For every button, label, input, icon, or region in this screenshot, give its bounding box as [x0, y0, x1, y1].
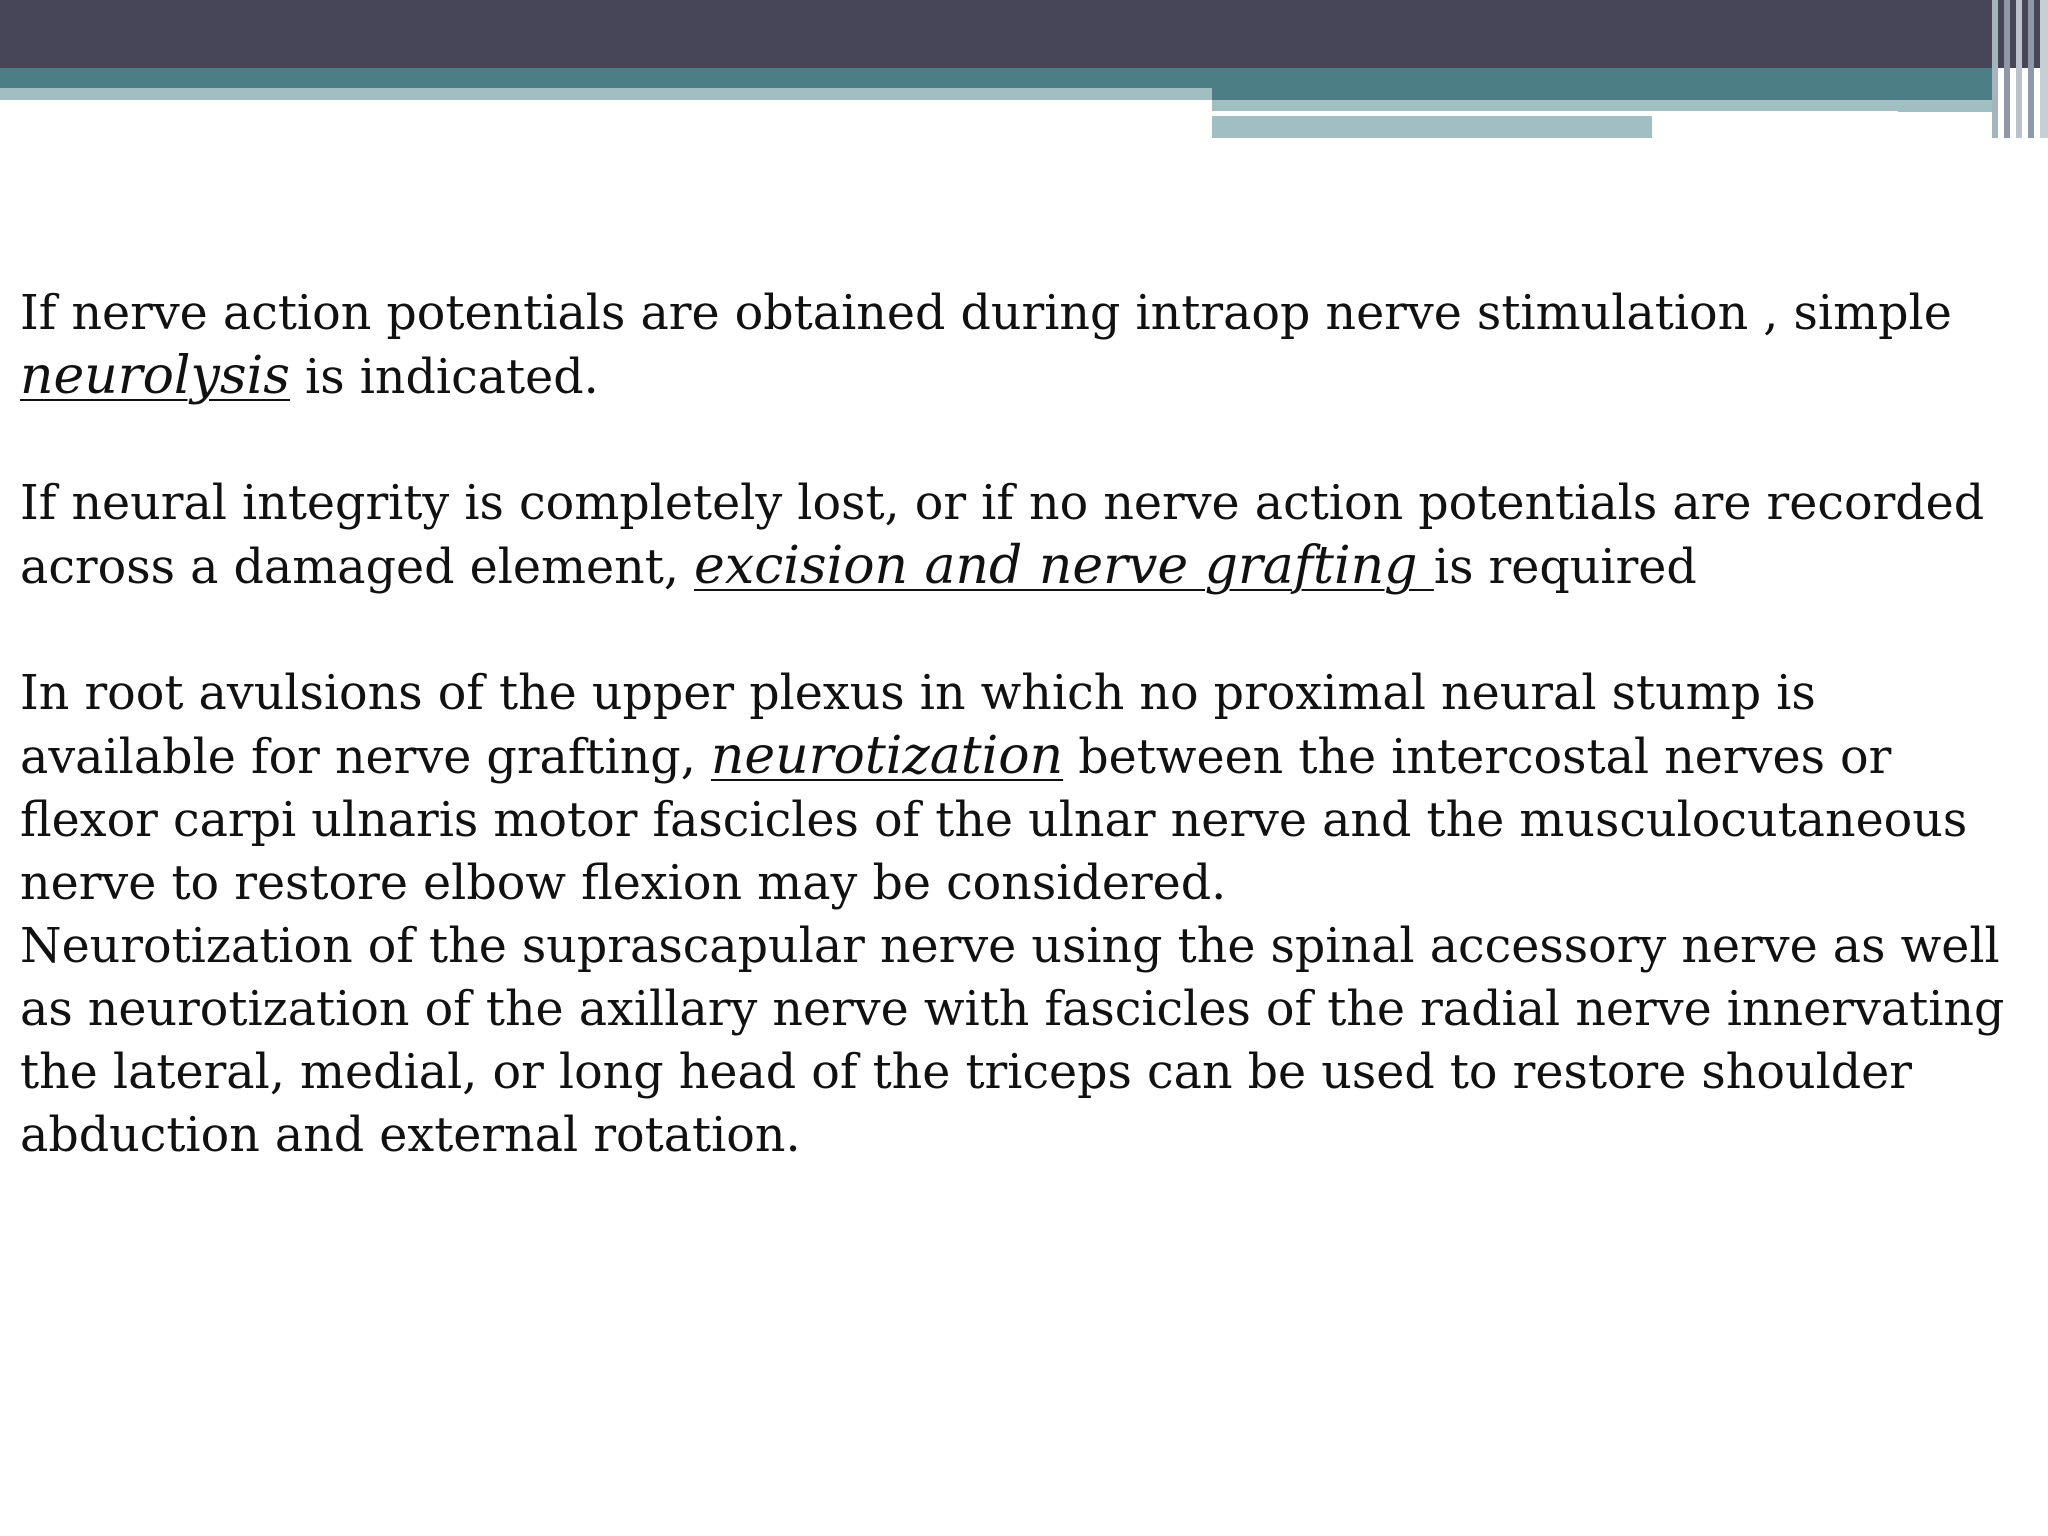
banner-edge-stripe	[2004, 0, 2010, 138]
slide-body	[20, 282, 2030, 1167]
paragraph-text: is required	[1433, 540, 1697, 595]
banner-light-tab	[1212, 116, 1652, 138]
paragraph-text: In root avulsions of the upper plexus in which no proximal neural stump is available for nerve grafting,	[20, 666, 1816, 785]
banner-light-band	[0, 88, 1212, 100]
header-banner	[0, 0, 2048, 140]
paragraph-text: is indicated.	[289, 350, 599, 405]
banner-teal-band	[0, 68, 1212, 88]
paragraph-text: If nerve action potentials are obtained during intraop nerve stimulation , simple	[20, 286, 1952, 341]
banner-dark-band	[0, 0, 2048, 68]
paragraph-neurotization	[20, 662, 2030, 915]
term-neurolysis: neurolysis	[20, 346, 290, 406]
paragraph-shoulder: Neurotization of the suprascapular nerve using the spinal accessory nerve as well as neurotization of the axillary nerve with fascicles of the radial nerve innervating the lateral, medial, or long head of the triceps can be used to restore shoulder abduction and external rotation.	[20, 919, 2005, 1163]
paragraph-spacer	[20, 599, 2030, 662]
banner-edge-stripe	[2028, 0, 2034, 138]
paragraph-grafting	[20, 472, 2030, 599]
paragraph-neurolysis	[20, 282, 2030, 409]
paragraph-spacer	[20, 409, 2030, 472]
paragraph-text: If neural integrity is completely lost, or if no nerve action potentials are recorded across a damaged element,	[20, 476, 1985, 595]
paragraph-text: between the intercostal nerves or flexor carpi ulnaris motor fascicles of the ulnar nerve and the musculocutaneous nerve to restore elbow flexion may be considered.	[20, 730, 1968, 911]
banner-edge-stripe	[1992, 0, 1998, 138]
term-excision-grafting: excision and nerve grafting	[694, 536, 1434, 596]
banner-edge-stripe	[2016, 0, 2022, 138]
banner-edge-stripe	[2040, 0, 2048, 138]
term-neurotization: neurotization	[710, 726, 1064, 786]
banner-teal-band-right	[1212, 68, 1998, 100]
